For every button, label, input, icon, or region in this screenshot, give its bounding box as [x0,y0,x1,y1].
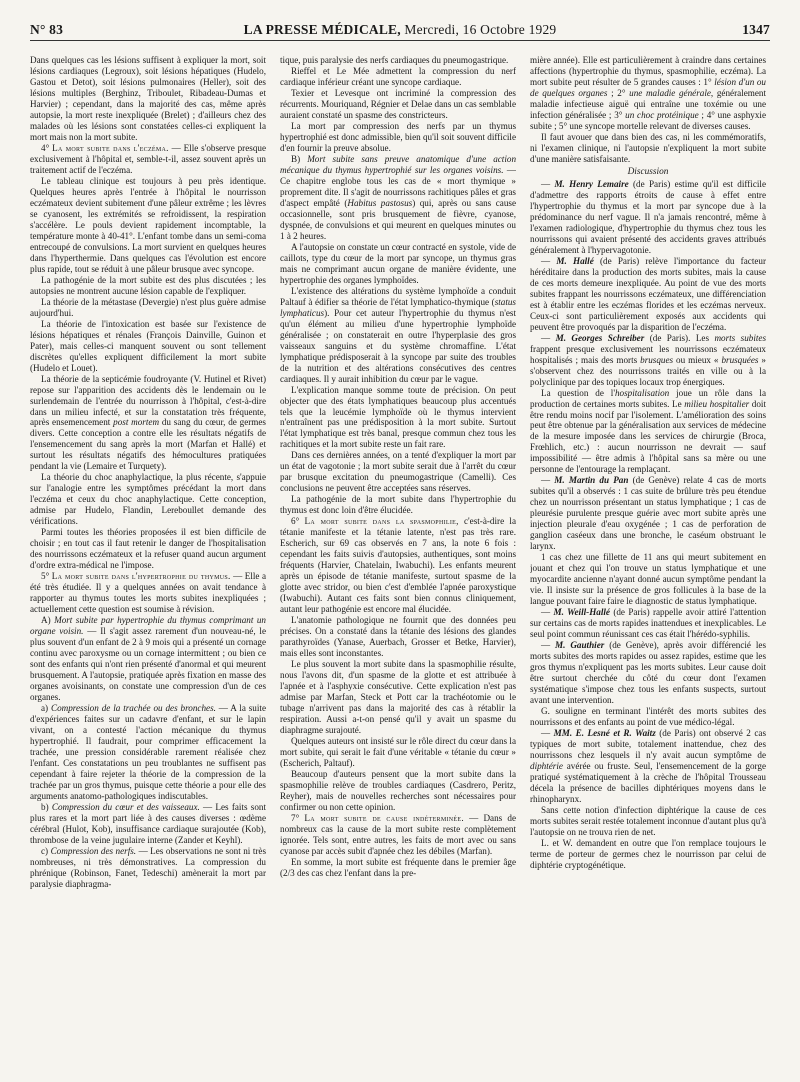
paragraph [30,703,266,802]
paragraph [30,297,266,319]
text-run: 6° [291,516,305,527]
paragraph [530,179,766,256]
paragraph [280,659,516,736]
text-run: une maladie générale [629,87,711,98]
text-run: Le tableau clinique est toujours à peu près identique. Quelques heures après l'entrée à l'hôpital le nourrisson eczémateux devient subitement d'une pâleur extrême ; les lèvres se cyanosent, les extrémités se refroidissent, la respiration s'accélère. Le pouls devient rapidement incomptable, la température monte à 40-41°. L'enfant tombe dans un semi-coma entrecoupé de convulsions. La mort survient en quelques heures dans l'hyperthermie. Dans quelques cas l'évolution est encore plus rapide, tout se réduit à une pâleur brusque avec syncope. [30,175,266,274]
text-run: — Dans de nombreux cas la cause de la mort subite reste complètement ignorée. Tels sont, entre autres, les faits de mort avec ou sans cyanose par accès subit d'apnée chez les débiles (Marfan). [280,812,516,856]
text-run: (de Paris) ont observé 2 cas typiques de mort subite, totalement inattendue, chez des nourrissons chez lesquels il n'y avait aucun symptôme de [530,728,766,761]
text-run: lésion d'un ou de quelques organes [530,76,766,98]
section-title: La mort subite dans l'eczéma. [52,142,169,153]
text-column-1 [30,55,266,1070]
paragraph [530,728,766,805]
paragraph [530,475,766,552]
text-run: — Elle s'observe presque exclusivement à l'hôpital et, semble-t-il, assez souvent après un traitement actif de l'eczéma. [30,142,266,175]
text-run: L'explication manque somme toute de précision. On peut objecter que des états lymphatiques beaucoup plus accentués tels que la leucémie lymphoïde où le thymus intervient n'entraînent pas une prédisposition à la mort subite. Surtout l'état lymphatique est très banal, presque commun chez tous les rachitiques et la mort subite reste un fait rare. [280,384,516,450]
text-run: — Il s'agit assez rarement d'un nouveau-né, le plus souvent d'un enfant de 2 à 9 mois qui a présenté un cornage continu avec paroxysme ou un cornage intermittent ; ou bien ce sont des enfants qui n'ont rien présenté d'anormal et qui meurent brusquement. A l'autopsie, pratiquée après fixation en masse des organes avoisinants, on constate une compression d'un de ces organes. [30,626,266,703]
issue-date: Mercredi, 16 Octobre 1929 [404,22,557,37]
paragraph [30,319,266,374]
text-run: morts subites [714,332,766,343]
text-run: — Elle a été très étudiée. Il y a quelques années on avait tendance à rapporter au thymus toutes les morts subites inexpliquées ; actuellement cette question est soumise à révision. [30,571,266,615]
text-run: L'anatomie pathologique ne fournit que des données peu précises. On a constaté dans la tétanie des lésions des glandes parathyroïdes (Yanase, Auerbach, Grosser et Betke, Harvier), mais elles sont inconstantes. [280,615,516,659]
text-run: Quelques auteurs ont insisté sur le rôle direct du cœur dans la mort subite, qui serait le fait d'une véritable « tétanie du cœur » (Escherich, Paltauf). [280,736,516,768]
paragraph [30,846,266,890]
text-run: 5° [41,571,52,582]
text-column-3 [530,55,766,1070]
paragraph [280,385,516,451]
text-run: ). Pour cet auteur l'hypertrophie du thymus n'est qu'un élément au milieu d'une hypertrophie lymphoïde généralisée ; on constaterait en outre l'hyperplasie des gros vaisseaux sanguins et du système chromaffine. L'état lymphatique prédisposerait à la syncope par suite des troubles de la nutrition et des altérations consécutives des centres cardiaques. Il y aurait inhibition du cœur par le vague. [280,307,516,384]
text-run: La théorie du choc anaphylactique, la plus récente, s'appuie sur l'analogie entre les symptômes précédant la mort dans l'eczéma et ceux du choc anaphylactique. Cette conception, admise par Hudelo, Flandin, Lereboullet demande des vérifications. [30,472,266,527]
text-run: La théorie de l'intoxication est basée sur l'existence de lésions hépatiques et rénales (François Dainville, Guinon et Pater), mais celles-ci manquent souvent ou sont tellement discrètes qu'elles expliquent difficilement la mort subite (Hudelo et Louet). [30,318,266,373]
paragraph [280,769,516,813]
text-run: ou mieux « [673,354,722,365]
paragraph [280,286,516,385]
text-run: — [541,728,554,739]
text-run: ; 4° une asphyxie subite ; 5° une syncope mortelle relevant de diverses causes. [530,109,766,131]
section-heading [530,167,766,178]
text-run: La théorie de la métastase (Devergie) n'est plus guère admise aujourd'hui. [30,296,266,318]
paragraph [280,494,516,516]
text-run: En somme, la mort subite est fréquente dans le premier âge (2/3 des cas chez l'enfant dans la pre- [280,856,516,878]
text-run: brusques [640,354,674,365]
paragraph [530,132,766,165]
text-run: (de Genève), après avoir différencié les morts subites des morts rapides ou assez rapides, estime que les gros thymus n'expliquent pas les morts subites. Leur cause doit être surtout cherchée du côté du cœur dont l'examen systématique s'impose chez tous les enfants suspects, surtout avant une intervention. [530,640,766,706]
text-run: — [541,178,555,189]
text-run: doit être rendu moins nocif par l'isolement. L'amélioration des soins peut être obtenue par la généralisation aux services de médecine de la mesure imposée dans les services de chirurgie (Broca, Frœhlich, etc.) : aucun nourrisson ne devrait — sauf impossibilité — être admis à l'hôpital sans sa mère ou une personne de l'entourage la remplaçant. [530,398,766,475]
speaker-name: M. Martin du Pan [554,475,629,486]
text-run: 4° [41,142,53,153]
text-run: tique, puis paralysie des nerfs cardiaques du pneumogastrique. [280,55,509,65]
text-run: — A la suite d'expériences faites sur un cadavre d'enfant, et sur le lapin vivant, on a contesté l'action mécanique du thymus hypertrophié. Il faudrait, pour comprimer efficacement la trachée, une pression considérable rarement réalisée chez l'enfant. Ces constatations un peu troublantes ne suffisent pas cependant à faire rejeter la théorie de la compression de la trachée par un gros thymus, puisque cette théorie a pour elle des arguments anatomo-pathologiques indiscutables. [30,703,266,801]
text-run: La question de l' [541,387,615,398]
speaker-name: MM. E. Lesné et R. Waitz [553,728,656,739]
paragraph [30,55,266,143]
text-run: Habitus pastosus [347,197,413,208]
paragraph [30,374,266,473]
text-run: 7° [291,812,305,823]
text-run: Compression des nerfs. [50,845,137,856]
text-run: A l'autopsie on constate un cœur contracté en systole, vide de caillots, type du cœur de la mort par syncope, un thymus gras mais ne comprimant aucun organe de manière évidente, une hypertrophie des organes lymphoïdes. [280,241,516,285]
text-run: » s'observent chez des nourrissons traités en ville ou à la polyclinique par des topiques locaux trop énergiques. [530,354,766,387]
text-run: — Les observations ne sont ni très nombreuses, ni très démonstratives. La compression du phrénique (Robinson, Fanet, Tedeschi) amènerait la mort par paralysie diaphragma- [30,845,266,889]
text-run: Beaucoup d'auteurs pensent que la mort subite dans la spasmophilie relève de troubles cardiaques (Casdrero, Peritz, Reyher), mais de nouvelles recherches sont nécessaires pour confirmer ou non cette opinion. [280,768,516,812]
paragraph [280,450,516,494]
text-run: — [541,640,556,651]
paragraph [530,607,766,640]
paragraph [30,571,266,615]
paragraph [530,552,766,607]
paragraph [280,813,516,857]
text-run: — Ce chapitre englobe tous les cas de « mort thymique » proprement dite. Il s'agit de nourrissons rachitiques pâles et gras d'aspect empâté ( [280,164,516,208]
text-run: avérée ou fruste. Seul, l'ensemencement de la gorge pratiqué systématiquement à la crèche de l'hôpital Trousseau décela la présence de bacilles diphtériques moyens dans le rhinopharynx. [530,761,766,804]
text-run: La mort par compression des nerfs par un thymus hypertrophié est donc admissible, bien qu'il soit souvent difficile d'en fournir la preuve absolue. [280,120,516,153]
text-run: Dans ces dernières années, on a tenté d'expliquer la mort par un état de vagotonie ; la mort subite serait due à l'arrêt du cœur par brusque excitation du pneumogastrique (Camelli). Ces conclusions ne peuvent être acceptées sans réserves. [280,450,516,494]
paragraph [30,143,266,176]
paragraph [280,242,516,286]
paragraph [530,805,766,838]
text-run: Sans cette notion d'infection diphtérique la cause de ces morts subites serait restée totalement inconnue d'autant plus qu'à l'autopsie on ne trouva rien de net. [530,804,766,837]
text-run: liée à des causes diverses : œdème cérébral (Hulot, Kob), insuffisance cardiaque surajoutée (Kob), thrombose de la veine jugulaire interne (Zander et Keyhl). [30,812,266,845]
text-run: ; 2° [607,87,630,98]
text-run: diphtérie [530,761,563,771]
paragraph [530,388,766,476]
speaker-name: M. Gauthier [555,640,605,651]
text-run: Rieffel et Le Mée admettent la compression du nerf cardiaque inférieur créant une syncope cardiaque. [280,65,516,87]
text-run: (de Paris) rappelle avoir attiré l'attention sur certains cas de morts rapides inattendues et inexplicables. Le seul point commun réunissant ces cas était l'hérédo-syphilis. [530,607,766,640]
text-run: 1 cas chez une fillette de 11 ans qui meurt subitement en jouant et chez qui l'on trouve un status lymphatique et une myocardite ancienne n'ayant donné aucun symptôme pendant la vie. Il insiste sur la présence de gros follicules à la base de la langue pouvant faire faire le diagnostic de status lymphatique. [530,552,766,607]
text-run: (de Paris). Les [644,332,715,343]
text-run: (de Paris) estime qu'il est difficile d'admettre des rapports étroits de cause à effet entre l'hypertrophie du thymus et la mort par syncope due à la prédominance du nerf vague. Il n'a jamais rencontré, même à l'examen radiologique, d'hypertrophie du thymus chez tous les nourrissons qui avaient présenté des accidents graves attribués généralement à l'hypervagotonie. [530,178,766,255]
text-run: G. souligne en terminant l'intérêt des morts subites des nourrissons et des enfants au point de vue médico-légal. [530,706,766,728]
text-run: Texier et Levesque ont incriminé la compression des récurrents. Mouriquand, Régnier et Delae dans un cas semblable auraient constaté un spasme des constricteurs. [280,87,516,120]
text-run: A) [41,615,55,626]
speaker-name: M. Hallé [556,255,594,266]
speaker-name: M. Weill-Hallé [553,607,610,618]
paragraph [280,154,516,242]
text-run: (de Paris) relève l'importance du facteur héréditaire dans la production des morts subites, mais la cause de ces morts demeure inexpliquée. Au point de vue des morts subites frappant les nourrissons eczémateux, une différenciation est à établir entre les eczémas florides et les eczémas nerveux. Ceux-ci sont particulièrement exposés aux accidents qui peuvent être provoqués par la disparition de l'eczéma. [530,255,766,332]
text-run: Dans quelques cas les lésions suffisent à expliquer la mort, soit lésions cardiaques (Legroux), soit lésions hépatiques (Hudelo, Gastou et Detot), soit lésions pulmonaires (Heller), soit des lésions multiples (Berghinz, Triboulet, Ribadeau-Dumas et Harvier) ; cependant, dans la majorité des cas, même après autopsie, la mort reste inexpliquée (Brelet) ; d'ailleurs chez des malades où les lésions sont constatées celles-ci expliquent la mort mais non la mort subite. [30,55,266,142]
text-run: L'existence des altérations du système lymphoïde a conduit Paltauf à édifier sa théorie de l'état lymphatico-thymique ( [280,285,516,307]
paragraph [530,640,766,706]
text-run: — [541,607,554,618]
paragraph [280,615,516,659]
section-title: La mort subite dans la spasmophilie, [304,516,459,527]
speaker-name: M. Georges Schreiber [555,332,645,343]
speaker-name: M. Henry Lemaire [554,178,629,189]
paragraph [280,121,516,154]
text-run: post mortem [113,417,160,428]
text-run: c'est-à-dire la tétanie manifeste et la tétanie latente, n'est pas très rare. Escherich, sur 69 cas observés en 7 ans, la note 6 fois : cependant les faits suivis d'autopsies, authentiques, sont moins fréquents (Harvier, Chatelain, Iwabuchi). Les enfants meurent après un épisode de tétanie manifeste, surtout spasme de la glotte avec stridor, ou bien c'est d'emblée l'apnée paroxystique (Iwabuchi). Autant ces faits sont bien connus cliniquement, autant leur pathogénie est encore mal élucidée. [280,516,516,615]
text-run: milieu hospitalier [684,398,750,409]
text-run: status lymphaticus [280,296,516,318]
paragraph [530,838,766,871]
text-run: Compression de la trachée ou des bronches. [50,703,216,714]
paragraph [30,615,266,703]
text-run: — [541,475,555,486]
text-run: Il faut avouer que dans bien des cas, ni les commémoratifs, ni l'examen clinique, ni l'autopsie n'expliquent la mort subite d'une manière satisfaisante. [530,131,766,164]
text-run: Parmi toutes les théories proposées il est bien difficile de choisir ; en tout cas il faut retenir le danger de l'hospitalisation des nourrissons eczémateux et la refuser quand aucun argument d'ordre extra-médical ne l'impose. [30,527,266,571]
paragraph [280,857,516,879]
paragraph [280,88,516,121]
journal-title-line [30,22,770,38]
paragraph [530,706,766,728]
header-rule [30,40,770,41]
paragraph [30,802,266,846]
paragraph [30,527,266,571]
text-run: frappent presque exclusivement les nourrissons eczémateux hospitalisés ; mais des morts [530,343,766,365]
paragraph [530,256,766,333]
paragraph [30,275,266,297]
text-run: mière année). Elle est particulièrement à craindre dans certaines affections (hypertrophie du thymus, spasmophilie, eczéma). La mort subite peut résulter de 5 grandes causes : 1° [530,55,766,87]
page-header [30,22,770,42]
text-run: — [541,255,557,266]
text-run: Compression du cœur et des vaisseaux. [51,801,200,812]
text-run: — [541,332,556,343]
section-title: La mort subite dans l'hypertrophie du thymus. [51,571,231,582]
text-run: La pathogénie de la mort subite est des plus discutées ; les autopsies ne montrent aucune lésion capable de l'expliquer. [30,274,266,296]
text-run: Mort subite sans preuve anatomique d'une action mécanique du thymus hypertrophié sur les organes voisins. [280,153,516,175]
text-run: du sang du cœur, de germes divers. Cette conception a contre elle les résultats négatifs de l'ensemencement du sang après la mort (Marfan et Hallé) et surtout les résultats négatifs des hémocultures pratiquées pendant la vie (Lemaire et Turquety). [30,417,266,472]
text-run: b) [41,801,52,812]
issue-number: N° 83 [30,22,64,37]
paragraph [280,516,516,615]
text-run: B) [291,153,308,164]
text-run: ) qui, après ou sans cause occasionnelle, sont pris brusquement de fièvre, cyanose, dyspnée, de convulsions et qui meurent en quelques minutes ou 1 à 2 heures. [280,197,516,241]
text-run: , généralement maladie infectieuse aiguë qui entraîne une toxémie ou une infection généralisée ; 3° [530,87,766,120]
text-run: Le plus souvent la mort subite dans la spasmophilie résulte, nous l'avons dit, d'un spasme de la glotte et est attribuée à l'apnée et à l'asphyxie consécutive. Cette explication n'est pas admise par Marfan, Steck et Pott car la trachéotomie ou le tubage n'arrivent pas dans la majorité des cas à rétablir la respiration. Aussi a-t-on pensé qu'il y avait un spasme du diaphragme surajouté. [280,659,516,736]
text-run: — Les faits sont plus rares et la mort par [30,801,266,823]
text-column-2 [280,55,516,1070]
paragraph [280,66,516,88]
journal-name: LA PRESSE MÉDICALE, [243,22,401,37]
text-run: hospitalisation [614,387,670,398]
paragraph [280,736,516,769]
text-run: L. et W. demandent en outre que l'on remplace toujours le terme de porteur de germes chez le nourrisson par celui de diphtérie cryptogénétique. [530,837,766,870]
text-run: brusquées [721,354,759,365]
text-run: a) [41,703,51,714]
text-run: joue un rôle dans la production de certaines morts subites. Le [530,387,766,409]
text-run: Discussion [627,166,669,177]
paragraph [30,176,266,275]
text-run: (de Genève) relate 4 cas de morts subites qu'il a observés : 1 cas suite de brûlure très peu étendue chez un nourrisson présentant un status lymphatique ; 1 cas de pleurésie purulente presque guérie avec mort subite après une injection pleurale d'eau oxygénée ; 1 cas de perforation de ganglion caséeux dans une bronche, le caséum obstruant le larynx. [530,475,766,552]
paragraph [30,472,266,527]
paragraph [530,333,766,388]
text-run: un choc protéinique [625,109,699,120]
text-run: Mort subite par hypertrophie du thymus comprimant un organe voisin. [30,615,266,637]
paragraph [530,55,766,132]
text-run: La pathogénie de la mort subite dans l'hypertrophie du thymus est donc loin d'être élucidée. [280,494,516,516]
page-number: 1347 [742,22,770,37]
section-title: La mort subite de cause indéterminée. [304,812,464,823]
text-run: t [124,812,127,823]
text-run: c) [41,845,51,856]
paragraph [280,55,516,66]
text-run: La théorie de la septicémie foudroyante (V. Hutinel et Rivet) repose sur l'apparition des accidents dès le lendemain ou le surlendemain de l'entrée du nourrisson à l'hôpital, c'est-à-dire dans un milieu infecté, et sur la constatation très fréquente, après ensemencement [30,373,266,428]
